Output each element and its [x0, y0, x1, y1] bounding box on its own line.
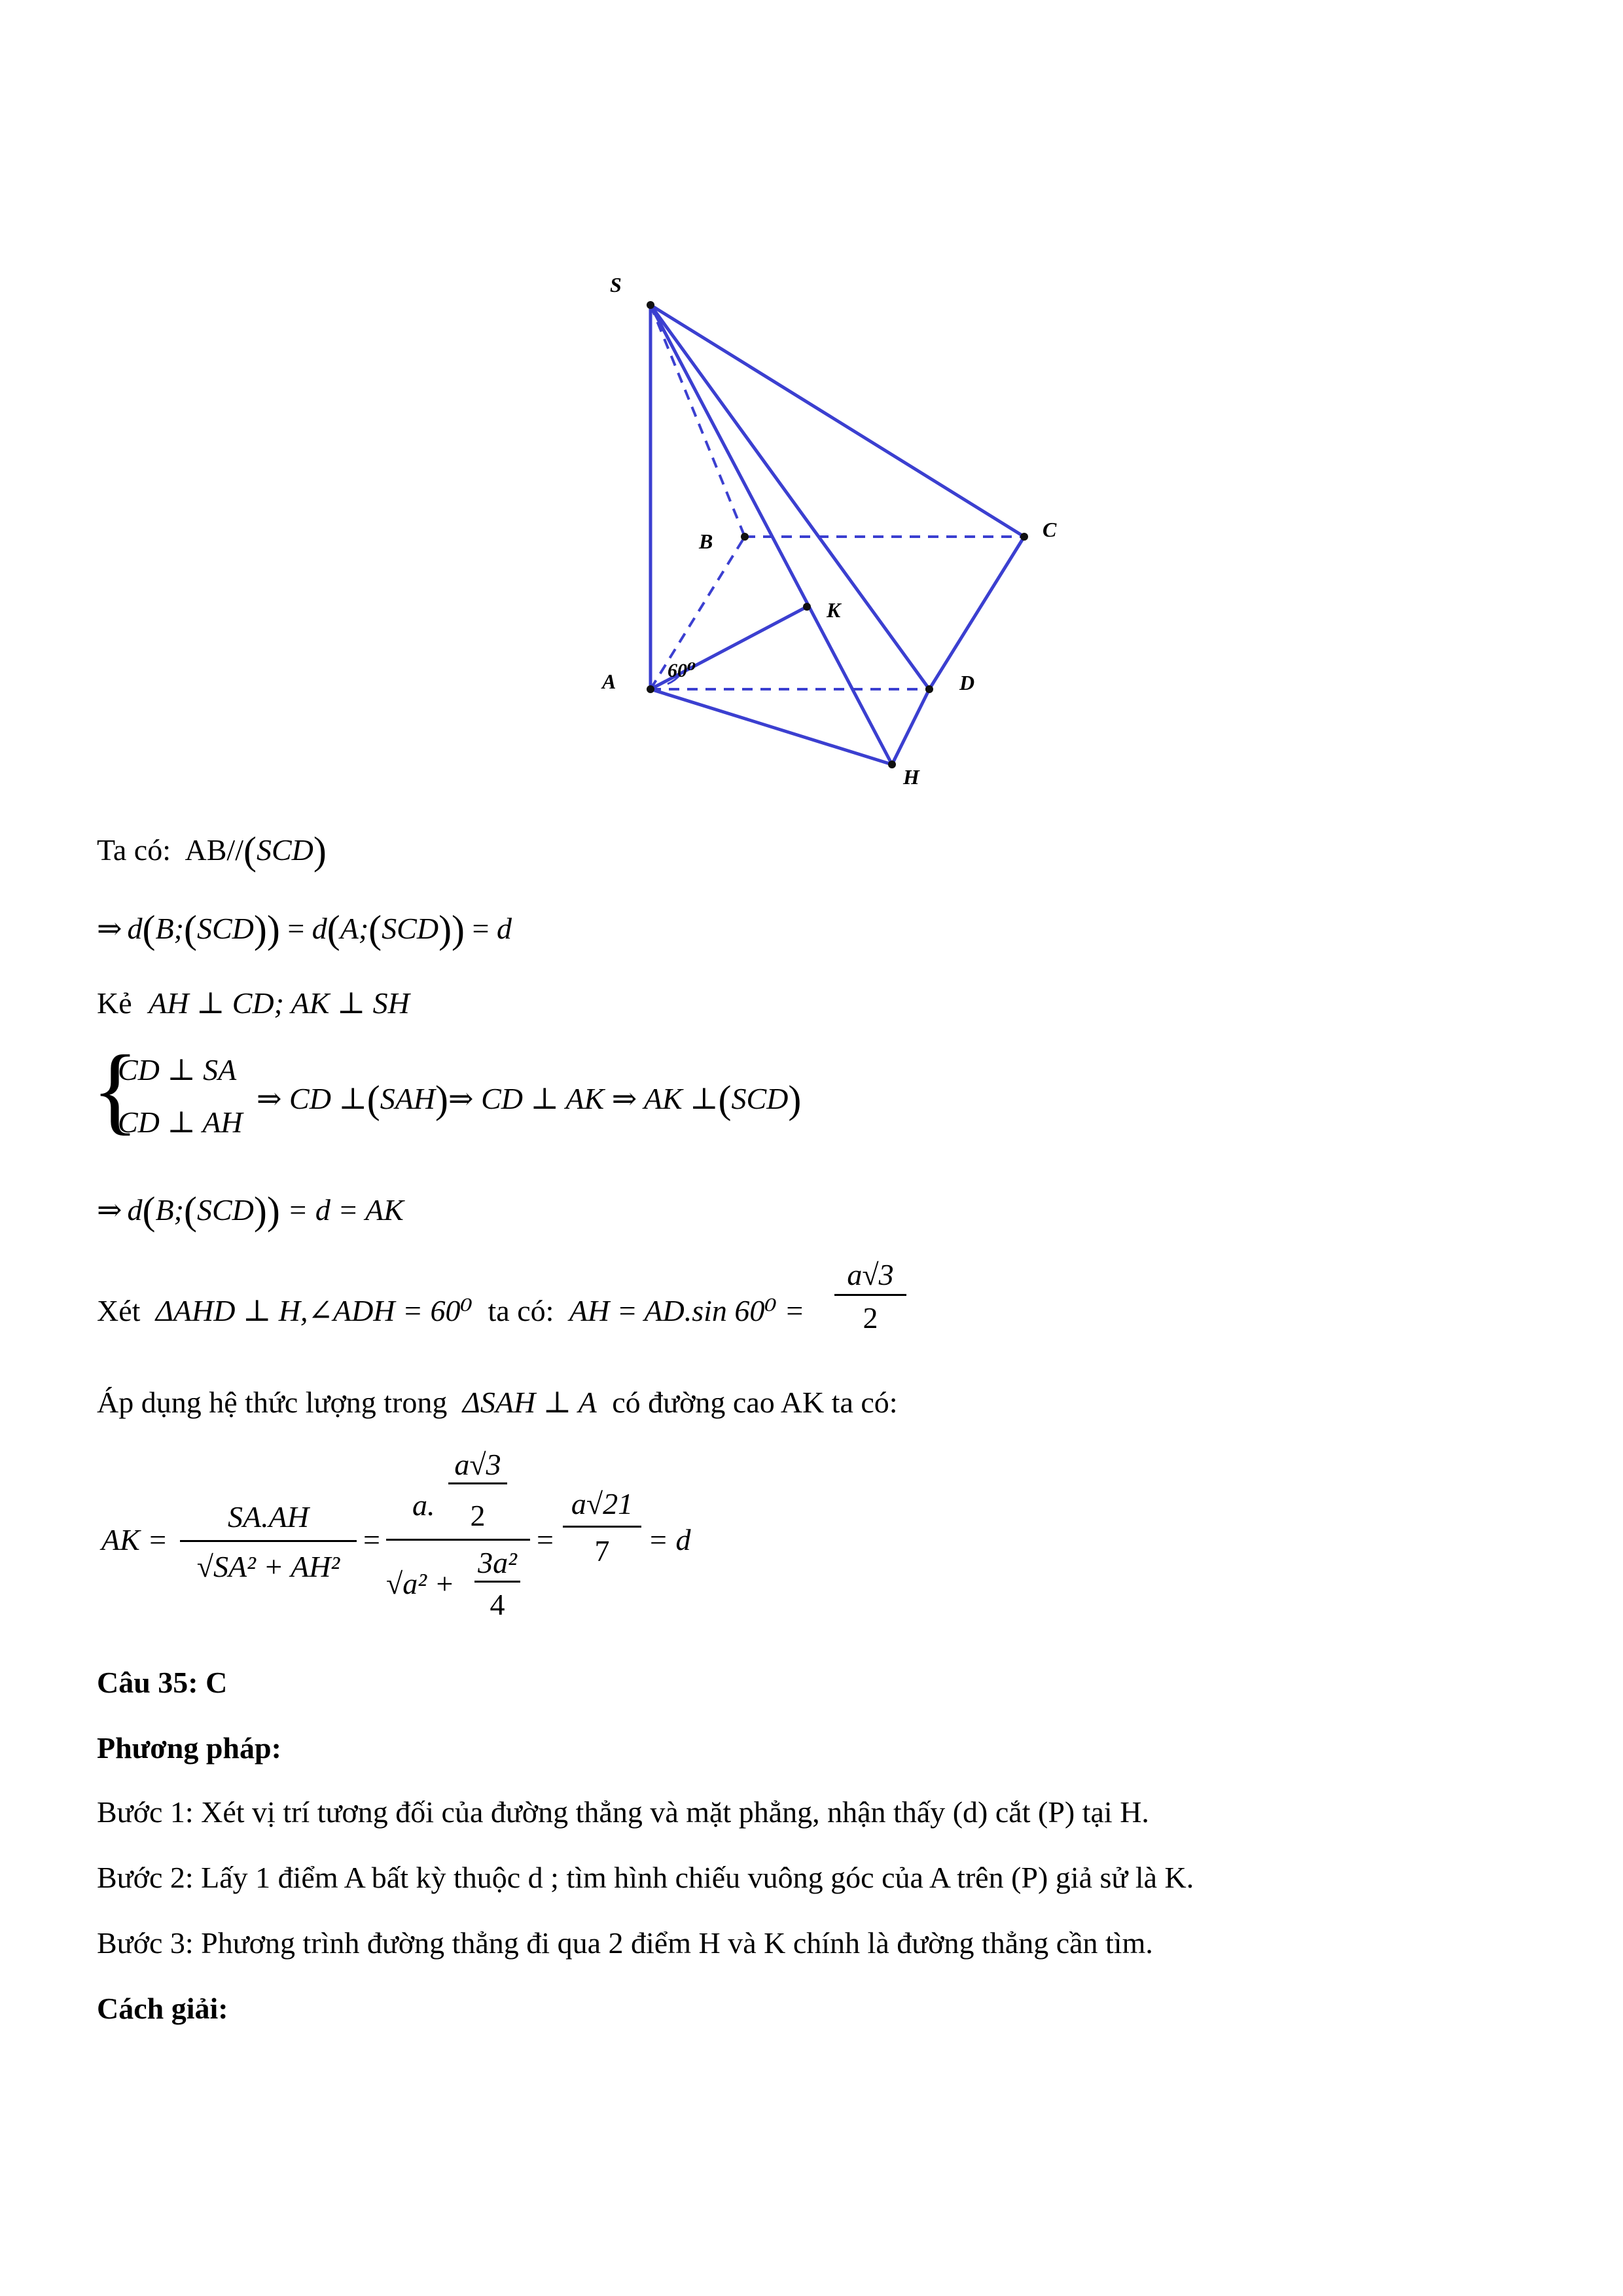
label-S: S — [610, 273, 622, 296]
formula-lhs: AK = — [101, 1523, 168, 1556]
eq-2: = — [537, 1523, 554, 1556]
label-H: H — [903, 765, 919, 789]
edge-SH — [651, 305, 892, 764]
line-ta-co: Ta có: AB//(SCD) — [97, 829, 327, 872]
line-result-ak: ⇒ d(B;(SCD)) = d = AK — [97, 1189, 404, 1232]
edge-AH — [651, 689, 892, 764]
label-D: D — [959, 671, 975, 694]
eq-1: = — [363, 1523, 380, 1556]
edge-SD — [651, 305, 929, 689]
label-angle: 60⁰ — [668, 660, 696, 681]
solution-heading: Cách giải: — [97, 1992, 228, 2025]
line-distance: ⇒ d(B;(SCD)) = d(A;(SCD)) = d — [97, 908, 512, 951]
system-conclusion: ⇒ CD ⊥(SAH)⇒ CD ⊥ AK ⇒ AK ⊥(SCD) — [257, 1078, 802, 1121]
question-number: Câu 35: C — [97, 1666, 228, 1699]
edge-SB — [651, 305, 745, 537]
ta-co-label: Ta có: — [97, 833, 171, 867]
label-A: A — [602, 670, 616, 693]
frac-2: a. a√3 2 √a² + 3a² 4 — [386, 1450, 530, 1620]
edge-DH — [892, 689, 929, 764]
label-C: C — [1043, 518, 1057, 541]
plane-scd: SCD — [256, 833, 313, 867]
eq-3: = d — [648, 1523, 691, 1556]
step-1: Bước 1: Xét vị trí tương đối của đường thẳng và mặt phẳng, nhận thấy (d) cắt (P) tại H. — [97, 1795, 1149, 1829]
line-ke: Kẻ AH ⊥ CD; AK ⊥ SH — [97, 986, 410, 1020]
line-ap-dung: Áp dụng hệ thức lượng trong ΔSAH ⊥ A có đường cao AK ta có: — [97, 1386, 898, 1419]
step-2: Bước 2: Lấy 1 điểm A bất kỳ thuộc d ; tìm hình chiếu vuông góc của A trên (P) giả sử là K. — [97, 1861, 1194, 1894]
system-row-2: CD ⊥ AH — [118, 1105, 243, 1139]
method-heading: Phương pháp: — [97, 1731, 281, 1765]
system-brace: { — [92, 1035, 139, 1144]
pyramid-figure — [0, 0, 1623, 818]
ab-parallel: AB// — [185, 833, 243, 867]
frac-3: a√21 7 — [563, 1489, 641, 1566]
edge-AB — [651, 537, 745, 689]
label-K: K — [827, 598, 841, 622]
frac-1: SA.AH √SA² + AH² — [180, 1502, 357, 1582]
frac-ah: a√3 2 — [834, 1260, 906, 1333]
edge-SC — [651, 305, 1024, 537]
edge-CD — [929, 537, 1024, 689]
label-B: B — [699, 529, 713, 553]
line-xet: Xét ΔAHD ⊥ H,∠ADH = 60⁰ ta có: AH = AD.sin 60⁰ = — [97, 1294, 805, 1327]
step-3: Bước 3: Phương trình đường thẳng đi qua 2 điểm H và K chính là đường thẳng cần tìm. — [97, 1926, 1153, 1960]
system-row-1: CD ⊥ SA — [118, 1053, 237, 1086]
